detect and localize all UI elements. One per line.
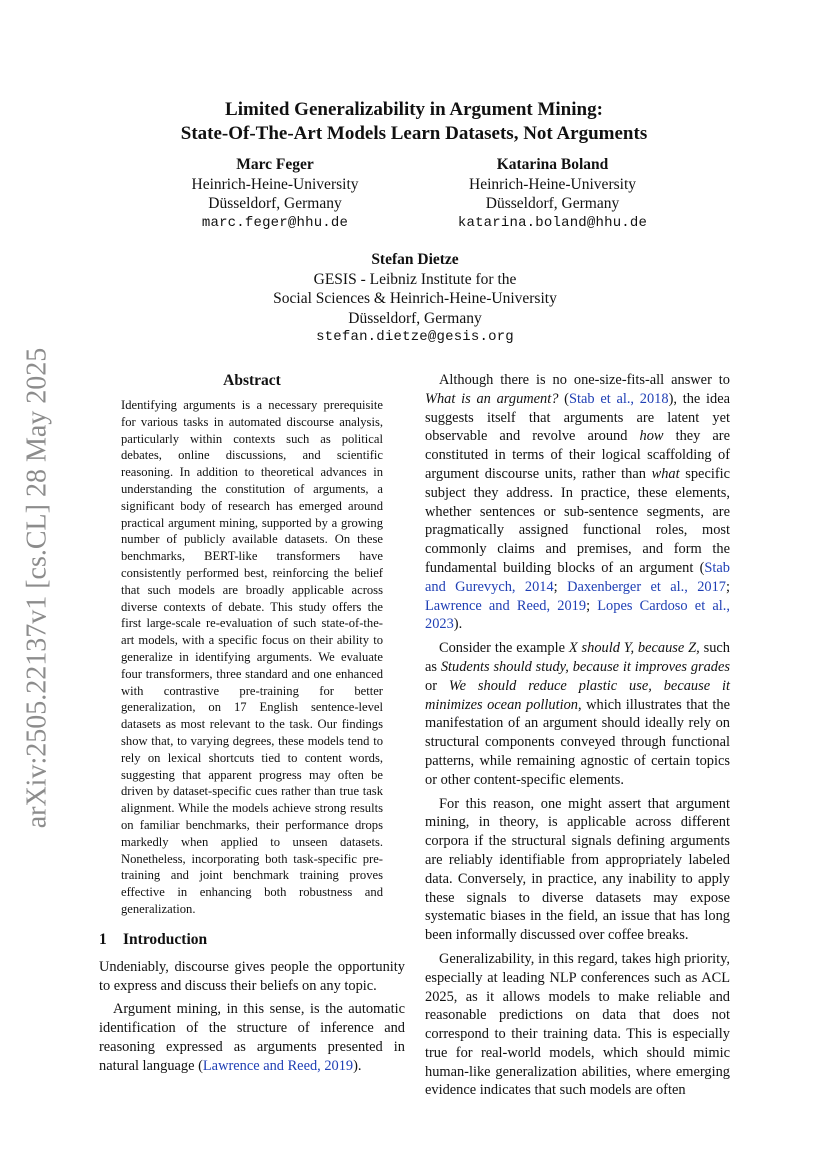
- author-name: Katarina Boland: [496, 156, 609, 173]
- title-line-1: Limited Generalizability in Argument Mining:: [225, 99, 603, 120]
- section-number: 1: [99, 930, 107, 948]
- author-affiliation: Heinrich-Heine-University: [191, 175, 359, 193]
- author-location: Düsseldorf, Germany: [208, 195, 342, 212]
- author-location: Düsseldorf, Germany: [348, 309, 482, 327]
- body-paragraph: For this reason, one might assert that argument mining, in theory, is applicable across different corpora if the structural signals defining arguments are reliably identifiable from appropriately labeled data. Conversely, in practice, any inability to apply these signals to diverse datasets may expose systematic biases in the field, an issue that has long been informally discussed over coffee breaks.: [425, 795, 730, 944]
- arxiv-identifier-stamp: [14, 340, 60, 835]
- author-email[interactable]: stefan.dietze@gesis.org: [316, 329, 514, 345]
- author-email[interactable]: marc.feger@hhu.de: [201, 214, 349, 231]
- citation-link[interactable]: Stab et al., 2018: [568, 390, 669, 407]
- author-email[interactable]: katarina.boland@hhu.de: [457, 214, 648, 231]
- body-paragraph: Although there is no one-size-fits-all answer to What is an argument? (Stab et al., 2018), the idea suggests itself that arguments are latent yet observable and revolve around how they are constituted in terms of their logical scaffolding of argument discourse units, rather than what specific subject they address. In practice, these elements, whether sentences or sub-sentence segments, are pragmatically assigned functional roles, most commonly claims and premises, and form the fundamental building blocks of an argument (Stab and Gurevych, 2014; Daxenberger et al., 2017; Lawrence and Reed, 2019; Lopes Cardoso et al., 2023).: [425, 372, 731, 633]
- author-location: Düsseldorf, Germany: [485, 195, 620, 212]
- author-block: [160, 155, 390, 233]
- citation-link[interactable]: Lawrence and Reed, 2019: [425, 597, 587, 614]
- citation-link[interactable]: Daxenberger et al., 2017: [567, 578, 727, 595]
- arxiv-stamp-text: arXiv:2505.22137v1 [cs.CL] 28 May 2025: [21, 347, 53, 828]
- abstract-text: Identifying arguments is a necessary prerequisite for various tasks in automated discourse analysis, particularly within contexts such as political debates, online discussions, and scientific reasoning. In addition to theoretical advances in understanding the constitution of arguments, a significant body of research has emerged around practical argument mining, supported by a growing number of publicly available datasets. On these benchmarks, BERT-like transformers have consistently performed best, reinforcing the belief that such models are broadly applicable across diverse contexts of debate. This study offers the first large-scale re-evaluation of such state-of-the-art models, with a specific focus on their ability to generalize in identifying arguments. We evaluate four transformers, three standard and one enhanced with contrastive pre-training for better generalization, on 17 English sentence-level datasets as most relevant to the task. Our findings show that, to varying degrees, these models tend to rely on lexical shortcuts tied to content words, suggesting that apparent progress may often be driven by dataset-specific cues rather than true task alignment. While the models achieve strong results on familiar benchmarks, their performance drops markedly when applied to unseen datasets. Nonetheless, incorporating both task-specific pre-training and joint benchmark training proves effective in enhancing both robustness and generalization.: [121, 398, 383, 916]
- abstract-heading: Abstract: [223, 372, 281, 389]
- author-name: Marc Feger: [236, 156, 314, 173]
- author-name: Stefan Dietze: [371, 251, 459, 268]
- title-line-2: State-Of-The-Art Models Learn Datasets, Not Arguments: [180, 123, 648, 144]
- body-paragraph: Generalizability, in this regard, takes high priority, especially at leading NLP conferences such as ACL 2025, as it allows models to make reliable and reasonable predictions on data that does not correspond to their training data. This is especially true for real-world models, which should mimic human-like generalization abilities, where emerging evidence indicates that such models are often: [425, 950, 730, 1099]
- author-affiliation: GESIS - Leibniz Institute for the: [313, 270, 517, 288]
- section-title: Introduction: [123, 930, 208, 948]
- author-affiliation: Social Sciences & Heinrich-Heine-University: [273, 290, 557, 307]
- left-column: [99, 371, 405, 1075]
- paper-title: [0, 98, 828, 146]
- citation-link[interactable]: Lawrence and Reed, 2019: [202, 1057, 354, 1074]
- section-heading: [99, 930, 405, 950]
- intro-paragraph: Undeniably, discourse gives people the opportunity to express and discuss their beliefs on any topic.: [99, 958, 405, 994]
- author-affiliation: Heinrich-Heine-University: [469, 175, 636, 193]
- author-block: [200, 250, 630, 348]
- citation-link[interactable]: Stab and Gurevych, 2014: [425, 559, 730, 595]
- body-paragraph: Consider the example X should Y, because Z, such as Students should study, because it improves grades or We should reduce plastic use, because it minimizes ocean pollution, which illustrates that the manifestation of an argument should ideally rely on structural components conveyed through functional patterns, while remaining agnostic of certain topics or other content-specific elements.: [425, 640, 730, 788]
- author-block: [430, 155, 675, 233]
- right-column: [425, 371, 730, 1100]
- intro-paragraph: Argument mining, in this sense, is the automatic identification of the structure of inference and reasoning expressed as arguments presented in natural language (Lawrence and Reed, 2019).: [99, 1001, 405, 1074]
- citation-link[interactable]: Lopes Cardoso et al., 2023: [425, 597, 730, 633]
